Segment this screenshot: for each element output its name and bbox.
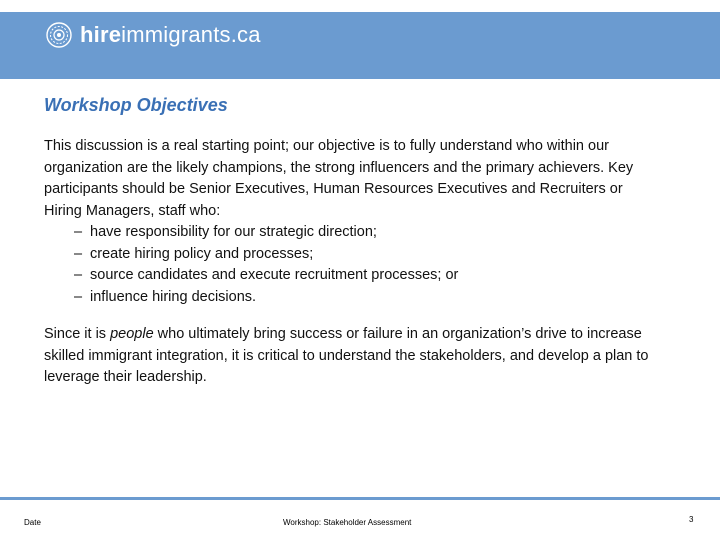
intro-paragraph: This discussion is a real starting point; our objective is to fully understand who within our organization are the likely champions, the strong influencers and the primary achievers. Key participants should be Senior Executives, Human Resources Executives and Recruiters or Hiring Managers, staff who: — [44, 138, 634, 219]
page-number: 3 — [689, 515, 694, 524]
emphasis-people: people — [110, 326, 154, 342]
bullet-list — [44, 222, 654, 308]
brand-name: hireimmigrants.ca — [80, 22, 261, 47]
bullet-item: – have responsibility for our strategic direction; — [44, 222, 654, 244]
bullet-item: – influence hiring decisions. — [44, 287, 654, 309]
footer-title: Workshop: Stakeholder Assessment — [283, 518, 412, 527]
slide-title: Workshop Objectives — [44, 95, 228, 115]
footer-divider — [0, 497, 720, 500]
footer-date: Date — [24, 518, 41, 527]
bullet-item: – create hiring policy and processes; — [44, 244, 654, 266]
logo — [46, 22, 261, 48]
top-margin — [0, 0, 720, 12]
dash-icon: – — [74, 288, 83, 305]
sunburst-logo-icon — [46, 22, 72, 48]
dash-icon: – — [74, 245, 83, 262]
bullet-item: – source candidates and execute recruitment processes; or — [44, 265, 654, 287]
slide-body — [44, 136, 654, 389]
dash-icon: – — [74, 224, 83, 240]
dash-icon: – — [74, 267, 83, 283]
closing-paragraph: Since it is people who ultimately bring success or failure in an organization’s drive to increase skilled immigrant integration, it is critical to understand the stakeholders, and develop a plan to leverage their leadership. — [44, 326, 649, 385]
